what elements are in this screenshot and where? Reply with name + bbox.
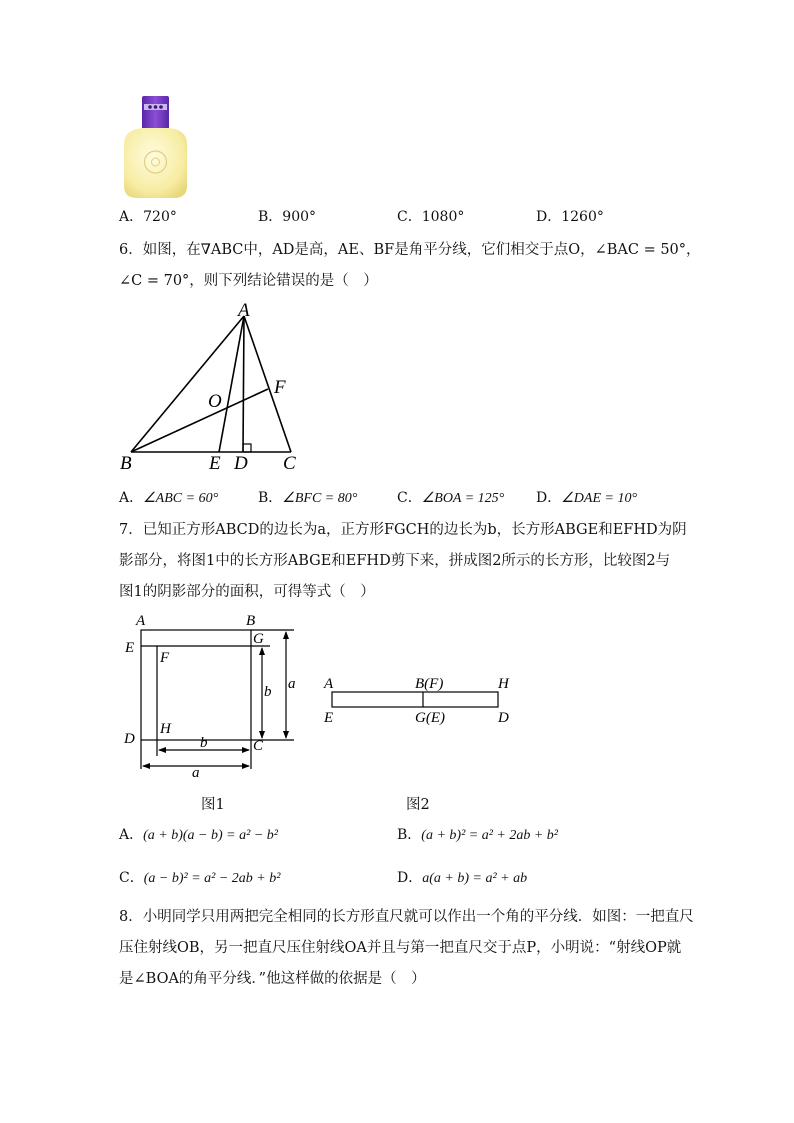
q7-fig2-label-a: A (324, 676, 334, 692)
q7-fig2-label-e: E (324, 710, 334, 726)
q6-stem-line2: ∠C = 70°，则下列结论错误的是（ ） (119, 273, 378, 289)
q7-fig1-label-d: D (124, 731, 135, 747)
q7-fig2-label-bf: B(F) (415, 676, 444, 692)
q7-fig1-label-b: B (246, 613, 256, 629)
q7-stem-line1: 7．已知正方形ABCD的边长为a，正方形FGCH的边长为b，长方形ABGE和EFHD为阴 (119, 522, 687, 538)
q7-option-d: D．a(a + b) = a² + ab (397, 870, 528, 886)
q5-option-c: C．1080° (397, 209, 465, 225)
q7-fig1-dim-a-bottom: a (192, 765, 200, 781)
q7-option-c: C．(a − b)² = a² − 2ab + b² (119, 870, 281, 886)
q7-fig1-label-h: H (160, 721, 171, 737)
q7-fig1-dim-b-bottom: b (200, 735, 208, 751)
q5-option-b: B．900° (258, 209, 317, 225)
q7-fig1-label-c: C (253, 738, 264, 754)
q7-stem-line3: 图1的阴影部分的面积，可得等式（ ） (119, 584, 375, 600)
q5-option-a: A．720° (119, 209, 177, 225)
q6-label-c: C (283, 453, 296, 474)
q7-fig2-label-h: H (498, 676, 509, 692)
q7-fig1-dim-b-right: b (264, 684, 272, 700)
q6-label-d: D (234, 453, 248, 474)
q6-option-c: C．∠BOA = 125° (397, 490, 505, 506)
q7-fig2-label-ge: G(E) (415, 710, 445, 726)
q7-stem-line2: 影部分，将图1中的长方形ABGE和EFHD剪下来，拼成图2所示的长方形，比较图2与 (119, 553, 671, 569)
q8-stem-line3: 是∠BOA的角平分线．”他这样做的依据是（ ） (119, 971, 426, 987)
q6-stem-line1: 6．如图，在∇ABC中，AD是高，AE、BF是角平分线，它们相交于点O，∠BAC = 50°， (119, 242, 701, 258)
q7-figure-1 (118, 606, 308, 781)
q8-stem-line2: 压住射线OB，另一把直尺压住射线OA并且与第一把直尺交于点P，小明说：“射线OP就 (119, 940, 682, 956)
q6-option-b: B．∠BFC = 80° (258, 490, 358, 506)
q7-fig1-dim-a-right: a (288, 676, 296, 692)
q7-option-b: B．(a + b)² = a² + 2ab + b² (397, 827, 559, 843)
q6-label-o: O (208, 391, 222, 412)
q7-fig1-label-g: G (253, 631, 264, 647)
q7-fig1-caption: 图1 (201, 797, 225, 813)
q6-label-e: E (209, 453, 221, 474)
q6-triangle-figure (110, 296, 320, 476)
q7-fig2-caption: 图2 (406, 797, 430, 813)
q6-label-f: F (274, 377, 286, 398)
q6-option-a: A．∠ABC = 60° (119, 490, 219, 506)
q6-label-a: A (238, 300, 250, 321)
q7-fig1-label-e: E (125, 640, 135, 656)
bottle-image (118, 94, 193, 200)
q7-fig1-label-f: F (160, 650, 170, 666)
q8-stem-line1: 8．小明同学只用两把完全相同的长方形直尺就可以作出一个角的平分线．如图：一把直尺 (119, 909, 694, 925)
q5-option-d: D．1260° (536, 209, 604, 225)
q6-option-d: D．∠DAE = 10° (536, 490, 638, 506)
q7-fig2-label-d: D (498, 710, 509, 726)
q7-option-a: A．(a + b)(a − b) = a² − b² (119, 827, 278, 843)
q7-fig1-label-a: A (136, 613, 146, 629)
q7-figure-2 (318, 670, 528, 730)
q6-label-b: B (120, 453, 132, 474)
